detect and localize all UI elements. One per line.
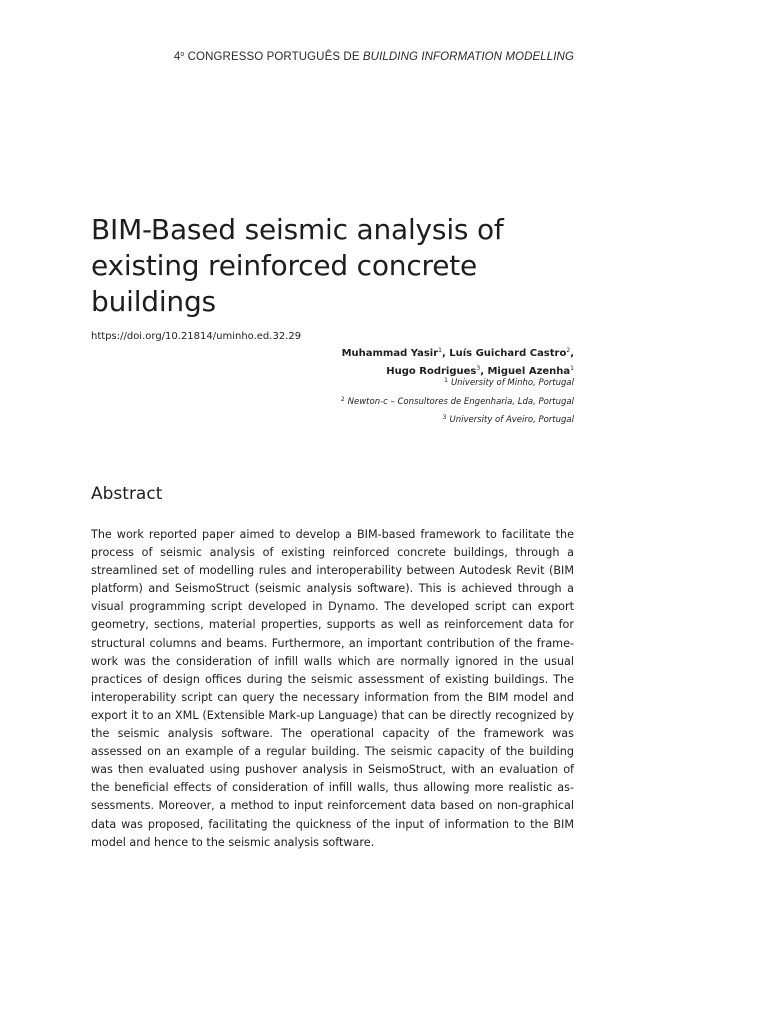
- affiliation-text: University of Minho, Portugal: [450, 378, 574, 388]
- author-separator: ,: [441, 348, 450, 359]
- paper-title: BIM-Based seismic analysis of existing reinforced concrete buildings: [91, 213, 504, 318]
- affiliation-number: 2: [340, 395, 345, 403]
- abstract-body: The work reported paper aimed to develop a BIM-based framework to facilitate the process of seismic analysis of existing reinforced concrete buildings, through a streamlined set of modelling rules and interoperability between Autodesk Revit (BIM platform) and SeismoStruct (seismic analysis software). This is achieved through a visual programming script developed in Dynamo. The developed script can export geometry, sections, material properties, supports as well as reinforcement data for structural columns and beams. Furthermore, an important contribution of the frame-work was the consideration of infill walls which are normally ignored in the usual practices of design offices during the seismic assessment of existing buildings. The interoperability script can query the necessary information from the BIM model and export it to an XML (Extensible Mark-up Language) that can be directly recognized by the seismic analysis software. The operational capacity of the framework was assessed on an example of a regular building. The seismic capacity of the building was then evaluated using pushover analysis in SeismoStruct, with an evaluation of the beneficial effects of consideration of infill walls, thus allowing more realistic as-sessments. Moreover, a method to input reinforcement data based on non-graphical data was proposed, facilitating the quickness of the input of information to the BIM model and hence to the seismic analysis software.: [91, 528, 574, 849]
- affiliation-number: 1: [444, 377, 448, 384]
- author-separator: ,: [480, 366, 488, 377]
- affiliation-number: 3: [442, 414, 447, 421]
- header-ordinal-sup: o: [180, 51, 185, 58]
- affiliation: [341, 375, 574, 394]
- author-name: Luís Guichard Castro: [449, 348, 567, 359]
- author-sup: 3: [476, 365, 481, 372]
- affiliation-text: University of Aveiro, Portugal: [449, 415, 574, 425]
- author-sup: 2: [566, 347, 571, 354]
- author-sup: 1: [438, 347, 442, 354]
- author-name: Hugo Rodrigues: [386, 366, 477, 377]
- affiliation-list: [341, 375, 574, 431]
- affiliation: [341, 412, 574, 431]
- author-line-1: [342, 343, 574, 361]
- author-sup: 1: [570, 365, 574, 372]
- header-ordinal: 4: [173, 51, 181, 63]
- author-list: [342, 343, 574, 379]
- doi-link[interactable]: https://doi.org/10.21814/uminho.ed.32.29: [91, 331, 302, 342]
- running-header: [91, 51, 574, 63]
- affiliation-text: Newton-c – Consultores de Engenharia, Lda, Portugal: [347, 396, 574, 407]
- abstract-heading: Abstract: [91, 484, 163, 504]
- affiliation: [341, 394, 574, 413]
- header-italic: BUILDING INFORMATION MODELLING: [362, 51, 574, 63]
- header-prefix: CONGRESSO PORTUGUÊS DE: [187, 51, 360, 63]
- author-name: Muhammad Yasir: [341, 348, 439, 359]
- author-separator: ,: [570, 348, 574, 359]
- author-name: Miguel Azenha: [487, 366, 571, 377]
